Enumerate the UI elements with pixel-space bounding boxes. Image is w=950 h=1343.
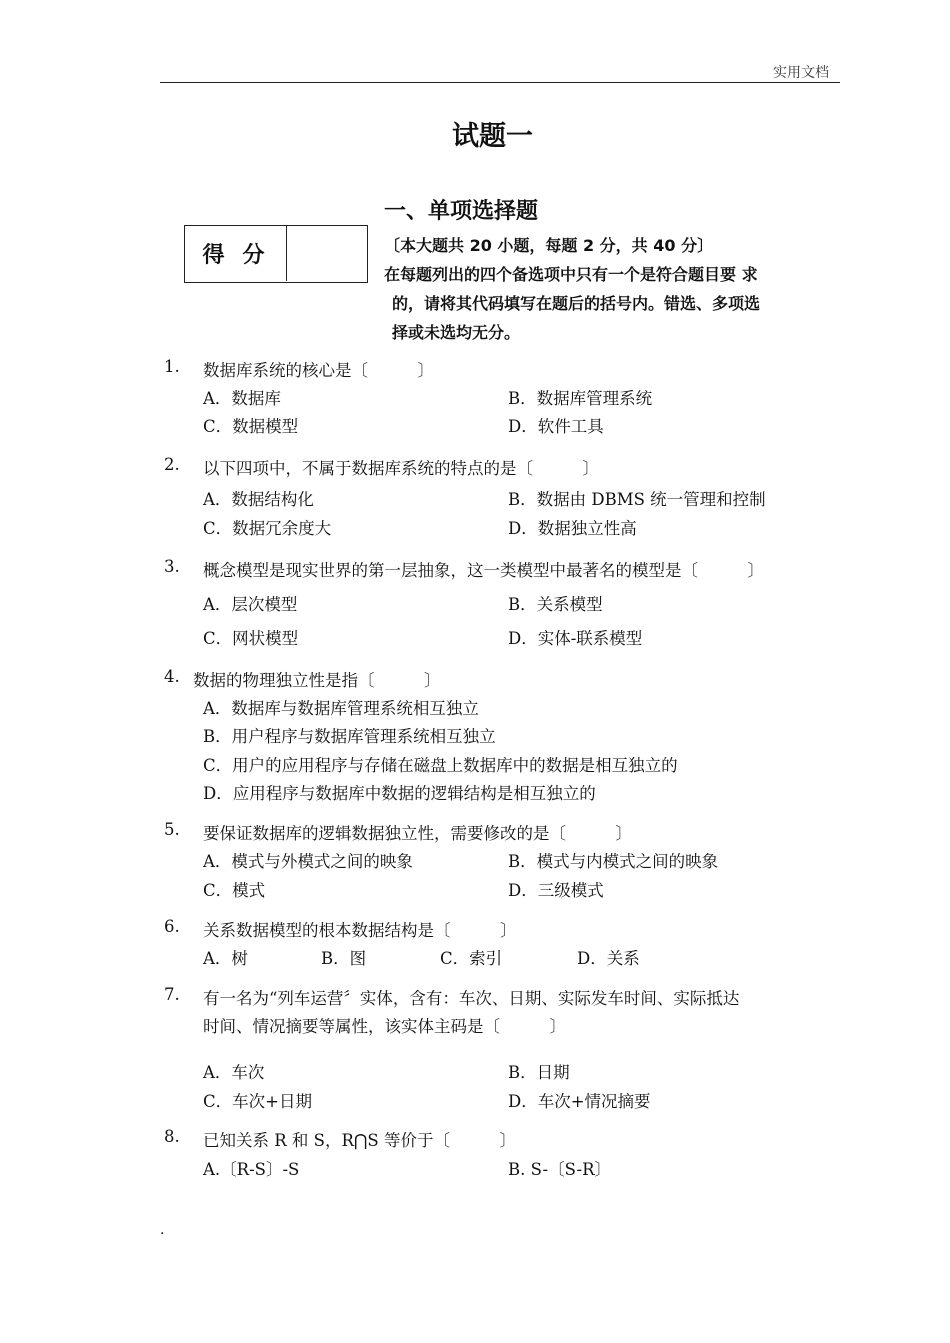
- question-2-number: 2.: [164, 455, 180, 474]
- question-1-option-d: D．软件工具: [508, 417, 604, 436]
- header-text: 实用文档: [773, 65, 829, 81]
- question-6-option-b: B．图: [321, 949, 367, 968]
- question-7-text-line-2: 时间、情况摘要等属性，该实体主码是〔 〕: [203, 1017, 566, 1036]
- question-1-option-a: A．数据库: [203, 389, 281, 408]
- question-1-option-c: C．数据模型: [203, 417, 299, 436]
- question-6-option-d: D．关系: [577, 949, 640, 968]
- question-5-number: 5.: [164, 820, 180, 839]
- question-3-option-c: C．网状模型: [203, 629, 299, 648]
- question-5-option-b: B．模式与内模式之间的映象: [508, 852, 719, 871]
- question-5-option-d: D．三级模式: [508, 881, 604, 900]
- question-7-text-line-1: 有一名为“列车运营〞实体，含有：车次、日期、实际发车时间、实际抵达: [203, 989, 740, 1008]
- score-label: 得分: [185, 226, 287, 281]
- score-box: [184, 225, 368, 283]
- question-8-number: 8.: [164, 1127, 180, 1146]
- question-3-option-d: D．实体-联系模型: [508, 629, 643, 648]
- question-2-option-a: A．数据结构化: [203, 490, 314, 509]
- question-5-option-c: C．模式: [203, 881, 266, 900]
- question-1-number: 1.: [164, 357, 180, 376]
- header-rule: [160, 82, 840, 83]
- page-title: 试题一: [452, 121, 533, 152]
- question-8-option-a: A.〔R-S〕-S: [203, 1160, 300, 1179]
- instruction-line-2: 在每题列出的四个备选项中只有一个是符合题目要 求: [384, 265, 758, 284]
- question-2-option-c: C．数据冗余度大: [203, 519, 332, 538]
- question-4-option-a: A．数据库与数据库管理系统相互独立: [203, 699, 479, 718]
- question-4-number: 4.: [164, 667, 180, 686]
- footer-mark: .: [160, 1222, 165, 1238]
- question-1-text: 数据库系统的核心是〔 〕: [203, 361, 434, 380]
- question-4-option-c: C．用户的应用程序与存储在磁盘上数据库中的数据是相互独立的: [203, 756, 678, 775]
- question-1-option-b: B．数据库管理系统: [508, 389, 653, 408]
- question-2-option-b: B．数据由 DBMS 统一管理和控制: [508, 490, 766, 509]
- instruction-line-4: 择或未选均无分。: [392, 323, 521, 342]
- question-8-option-b: B. S-〔S-R〕: [508, 1160, 612, 1179]
- question-7-number: 7.: [164, 985, 180, 1004]
- instruction-line-3: 的，请将其代码填写在题后的括号内。错选、多项选: [392, 294, 761, 313]
- question-6-number: 6.: [164, 917, 180, 936]
- question-4-option-b: B．用户程序与数据库管理系统相互独立: [203, 727, 496, 746]
- question-6-option-a: A．树: [203, 949, 248, 968]
- question-5-text: 要保证数据库的逻辑数据独立性，需要修改的是〔 〕: [203, 824, 632, 843]
- question-3-text: 概念模型是现实世界的第一层抽象，这一类模型中最著名的模型是〔 〕: [203, 561, 764, 580]
- question-3-number: 3.: [164, 557, 180, 576]
- question-7-option-a: A．车次: [203, 1063, 265, 1082]
- question-3-option-a: A．层次模型: [203, 595, 298, 614]
- instruction-line-1: 〔本大题共 20 小题，每题 2 分，共 40 分〕: [384, 236, 714, 255]
- question-2-text: 以下四项中，不属于数据库系统的特点的是〔 〕: [203, 459, 599, 478]
- question-8-text: 已知关系 R 和 S，R⋂S 等价于〔 〕: [203, 1131, 516, 1150]
- question-7-option-d: D．车次+情况摘要: [508, 1092, 651, 1111]
- question-4-option-d: D．应用程序与数据库中数据的逻辑结构是相互独立的: [203, 784, 596, 803]
- question-6-option-c: C．索引: [440, 949, 503, 968]
- question-4-text: 数据的物理独立性是指〔 〕: [193, 671, 441, 690]
- question-3-option-b: B．关系模型: [508, 595, 603, 614]
- question-6-text: 关系数据模型的根本数据结构是〔 〕: [203, 921, 517, 940]
- question-7-option-c: C．车次+日期: [203, 1092, 312, 1111]
- section-heading: 一、单项选择题: [384, 199, 539, 224]
- question-5-option-a: A．模式与外模式之间的映象: [203, 852, 413, 871]
- score-value-cell[interactable]: [287, 226, 367, 281]
- question-2-option-d: D．数据独立性高: [508, 519, 637, 538]
- question-7-option-b: B．日期: [508, 1063, 570, 1082]
